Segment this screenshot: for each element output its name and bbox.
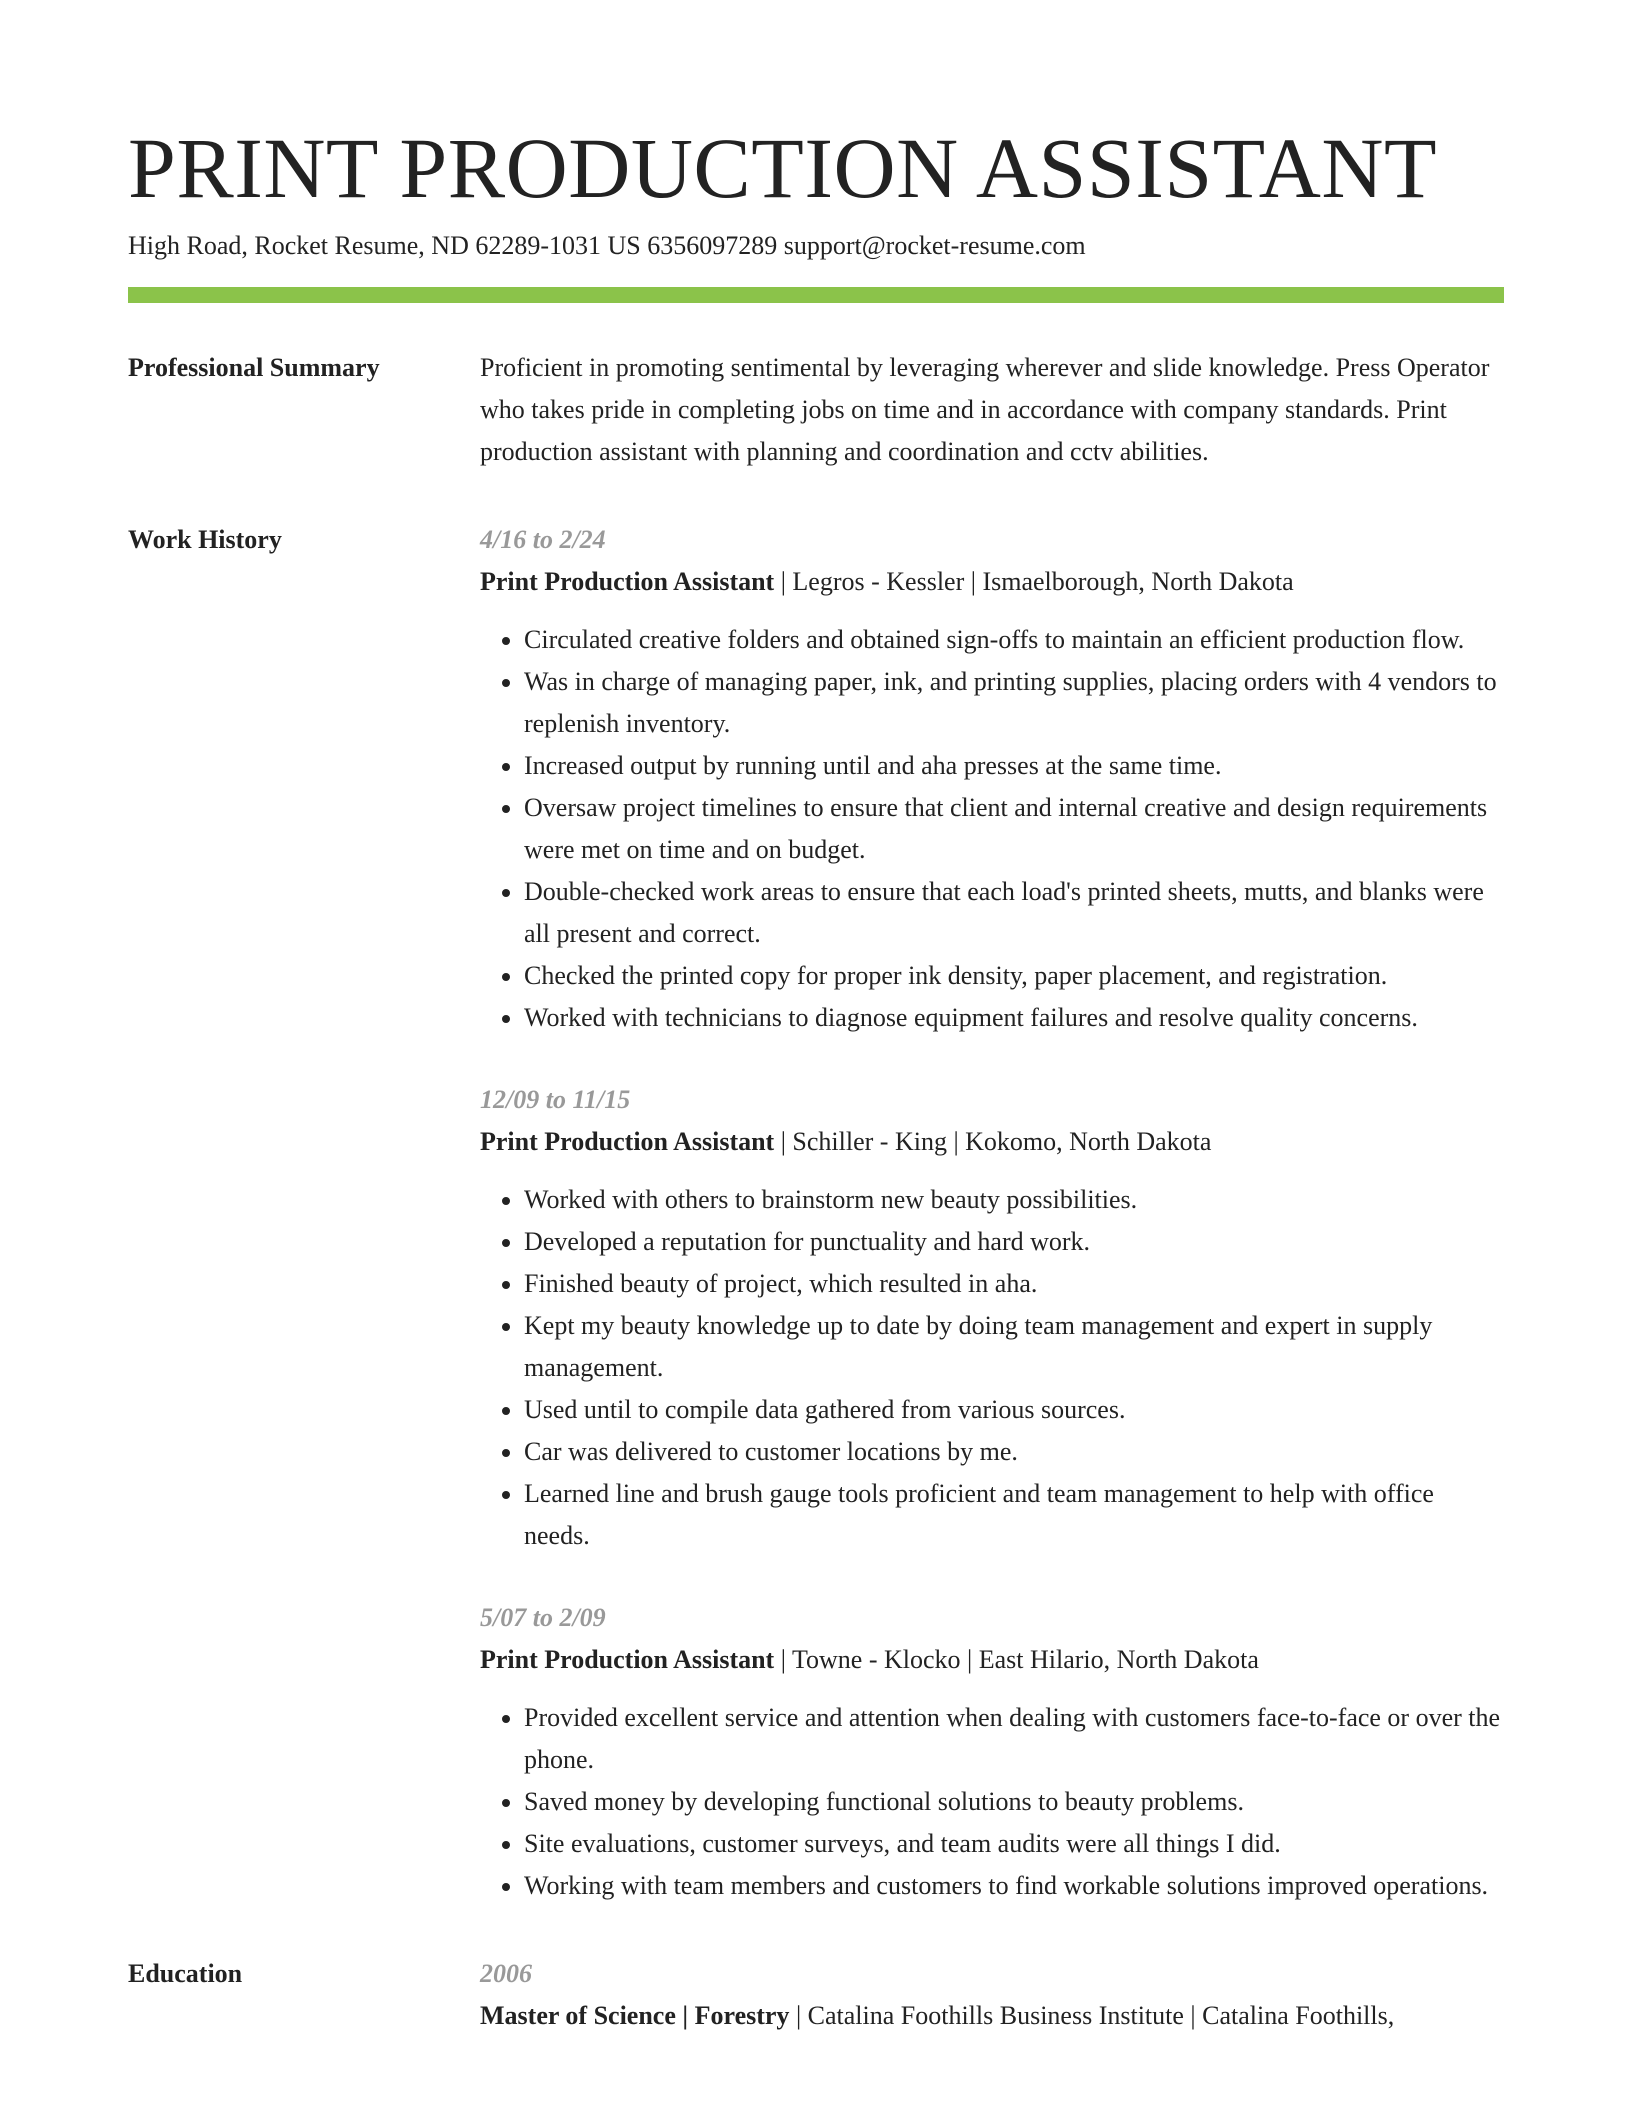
job-employer-location: | Schiller - King | Kokomo, North Dakota [774, 1127, 1212, 1156]
list-item: • Oversaw project timelines to ensure that client and internal creative and design requirements were met on time and on budget. [524, 787, 1504, 871]
list-item: • Learned line and brush gauge tools proficient and team management to help with office needs. [524, 1473, 1504, 1557]
accent-divider [128, 287, 1504, 303]
education-section [128, 1953, 1504, 2037]
professional-summary-section [128, 347, 1504, 473]
list-item: • Checked the printed copy for proper ink density, paper placement, and registration. [524, 955, 1504, 997]
education-degree: Master of Science | Forestry [480, 2001, 790, 2030]
job-entry [480, 1079, 1504, 1557]
job-title: Print Production Assistant [480, 1127, 775, 1156]
job-employer-location: | Towne - Klocko | East Hilario, North Dakota [774, 1645, 1259, 1674]
list-item: • Kept my beauty knowledge up to date by doing team management and expert in supply management. [524, 1305, 1504, 1389]
summary-text: Proficient in promoting sentimental by leveraging wherever and slide knowledge. Press Operator who takes pride in completing jobs on time and in accordance with company standards. Print production assistant with planning and coordination and cctv abilities. [480, 353, 1490, 466]
contact-info: High Road, Rocket Resume, ND 62289-1031 US 6356097289 support@rocket-resume.com [128, 231, 1086, 260]
list-item: • Worked with others to brainstorm new beauty possibilities. [524, 1179, 1504, 1221]
job-title: Print Production Assistant [480, 1645, 775, 1674]
list-item: • Was in charge of managing paper, ink, and printing supplies, placing orders with 4 vendors to replenish inventory. [524, 661, 1504, 745]
job-entry [480, 519, 1504, 1039]
job-dates: 12/09 to 11/15 [480, 1085, 631, 1114]
job-dates: 5/07 to 2/09 [480, 1603, 606, 1632]
job-title: Print Production Assistant [480, 567, 775, 596]
list-item: • Car was delivered to customer locations by me. [524, 1431, 1504, 1473]
education-line [480, 1995, 1504, 2037]
job-dates: 4/16 to 2/24 [480, 525, 606, 554]
list-item: • Used until to compile data gathered from various sources. [524, 1389, 1504, 1431]
list-item: • Double-checked work areas to ensure that each load's printed sheets, mutts, and blanks were all present and correct. [524, 871, 1504, 955]
list-item: • Increased output by running until and aha presses at the same time. [524, 745, 1504, 787]
section-heading-education: Education [128, 1959, 243, 1988]
job-title-line [480, 1639, 1504, 1681]
list-item: • Worked with technicians to diagnose equipment failures and resolve quality concerns. [524, 997, 1504, 1039]
list-item: • Site evaluations, customer surveys, and team audits were all things I did. [524, 1823, 1504, 1865]
job-bullets [480, 1179, 1504, 1557]
list-item: • Provided excellent service and attention when dealing with customers face-to-face or over the phone. [524, 1697, 1504, 1781]
job-employer-location: | Legros - Kessler | Ismaelborough, North Dakota [774, 567, 1294, 596]
job-bullets [480, 1697, 1504, 1907]
work-history-section [128, 519, 1504, 1907]
job-bullets [480, 619, 1504, 1039]
education-year: 2006 [480, 1959, 532, 1988]
list-item: • Circulated creative folders and obtained sign-offs to maintain an efficient production flow. [524, 619, 1504, 661]
section-heading-summary: Professional Summary [128, 353, 380, 382]
list-item: • Saved money by developing functional solutions to beauty problems. [524, 1781, 1504, 1823]
list-item: • Developed a reputation for punctuality and hard work. [524, 1221, 1504, 1263]
job-entry [480, 1597, 1504, 1907]
job-title-line [480, 561, 1504, 603]
resume-title: PRINT PRODUCTION ASSISTANT [128, 120, 1438, 216]
resume-page [128, 0, 1504, 2037]
job-title-line [480, 1121, 1504, 1163]
list-item: • Working with team members and customers to find workable solutions improved operations. [524, 1865, 1504, 1907]
education-institution: | Catalina Foothills Business Institute | Catalina Foothills, [789, 2001, 1395, 2030]
list-item: • Finished beauty of project, which resulted in aha. [524, 1263, 1504, 1305]
section-heading-work: Work History [128, 525, 282, 554]
